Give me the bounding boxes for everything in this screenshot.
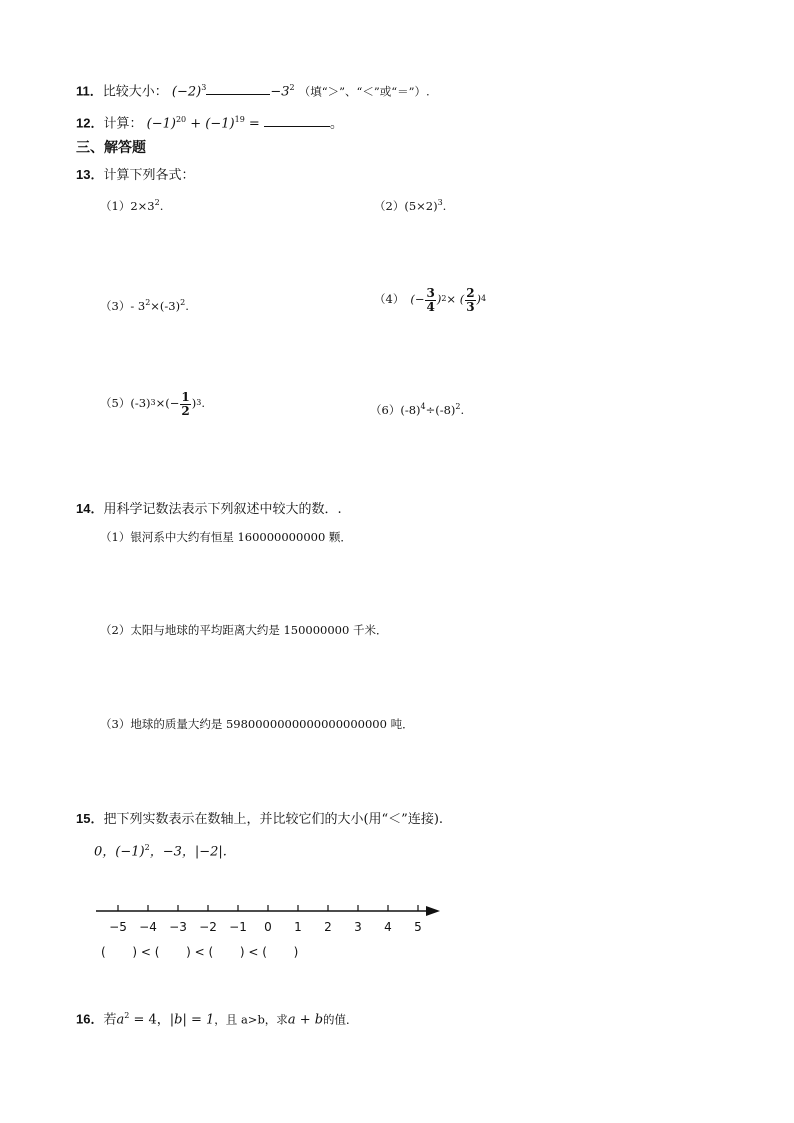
answer-blank[interactable] xyxy=(206,93,270,95)
q13-part-6: $(6)(-8)^4\div(-8)^2$. xyxy=(370,402,465,417)
q13-part-3: （3）- $3^2\times(-3)^2$. xyxy=(100,298,189,313)
question-title: 把下列实数表示在数轴上，并比较它们的大小(用“＜”连接). xyxy=(103,812,444,827)
q14-part-2: （2）太阳与地球的平均距离大约是 150000000 千米． xyxy=(100,623,388,637)
question-number: 11． xyxy=(76,83,103,99)
question-title: 计算下列各式： xyxy=(103,168,195,183)
q14-part-1: （1）银河系中大约有恒星 160000000000 颗． xyxy=(100,530,352,544)
question-number: 14． xyxy=(76,501,104,516)
comparison-blanks[interactable]: ( ) < ( ) < ( ) < ( ) xyxy=(101,945,299,959)
axis-tick-label: −5 xyxy=(109,920,127,934)
number-list: 0，$(-1)^2$，−3，|−2|. xyxy=(94,843,227,860)
axis-tick-label: 1 xyxy=(294,920,302,934)
question-15 xyxy=(76,812,443,826)
fraction: $\frac{1}{2}$ xyxy=(181,390,190,418)
arrow-icon xyxy=(426,906,440,916)
question-16: 16．若$a^2 = 4$，|b| = 1，且 a>b，求a + b的值． xyxy=(76,1011,358,1028)
axis-tick-label: −1 xyxy=(229,920,247,934)
axis-tick-label: 5 xyxy=(414,920,422,934)
fill-hint: （填“＞”、“＜”或“＝”）. xyxy=(298,84,430,99)
question-number: 13． xyxy=(76,167,104,182)
question-number: 16． xyxy=(76,1011,104,1027)
left-expression: (−2) xyxy=(171,84,202,100)
number-line xyxy=(90,895,450,937)
q13-part-4: （4） (− $\frac{3}{4}$ ) 2 × ( $\frac{2}{3}$ ) 4 xyxy=(374,286,487,314)
axis-tick-label: −2 xyxy=(199,920,217,934)
question-number: 15． xyxy=(76,811,104,826)
question-title: 用科学记数法表示下列叙述中较大的数．. xyxy=(103,502,342,517)
answer-blank[interactable] xyxy=(264,125,330,127)
question-12: 12．计算： $(-1)^{20} + (-1)^{19}$ = 。 xyxy=(76,115,343,132)
q13-part-5: （5） (-3) 3 ×(− $\frac{1}{2}$ ) 3 . xyxy=(100,390,205,418)
axis-tick-label: −3 xyxy=(169,920,187,934)
axis-tick-label: 3 xyxy=(354,920,362,934)
axis-tick-label: 4 xyxy=(384,920,392,934)
question-lead: 计算： xyxy=(103,116,143,132)
fraction: $\frac{3}{4}$ xyxy=(426,286,435,314)
question-11: 11．比较大小： $(-2)^3 -3^2$ （填“＞”、“＜”或“＝”）. xyxy=(76,83,430,100)
question-14 xyxy=(76,502,342,516)
section-heading: 三、解答题 xyxy=(76,140,146,156)
axis-tick-label: −4 xyxy=(139,920,157,934)
axis-tick-label: 0 xyxy=(264,920,272,934)
question-13 xyxy=(76,168,194,182)
q14-part-3: （3）地球的质量大约是 5980000000000000000000 吨． xyxy=(100,717,414,731)
question-lead: 比较大小： xyxy=(102,84,168,100)
q13-part-2: $(2)(5\times 2)^3$. xyxy=(374,198,447,213)
q13-part-1: $(1)2\times 3^2$. xyxy=(100,198,164,213)
right-expression: −3 xyxy=(270,84,290,100)
fraction: $\frac{2}{3}$ xyxy=(466,286,475,314)
question-number: 12． xyxy=(76,115,104,131)
axis-tick-label: 2 xyxy=(324,920,332,934)
axis-ticks xyxy=(109,905,422,934)
